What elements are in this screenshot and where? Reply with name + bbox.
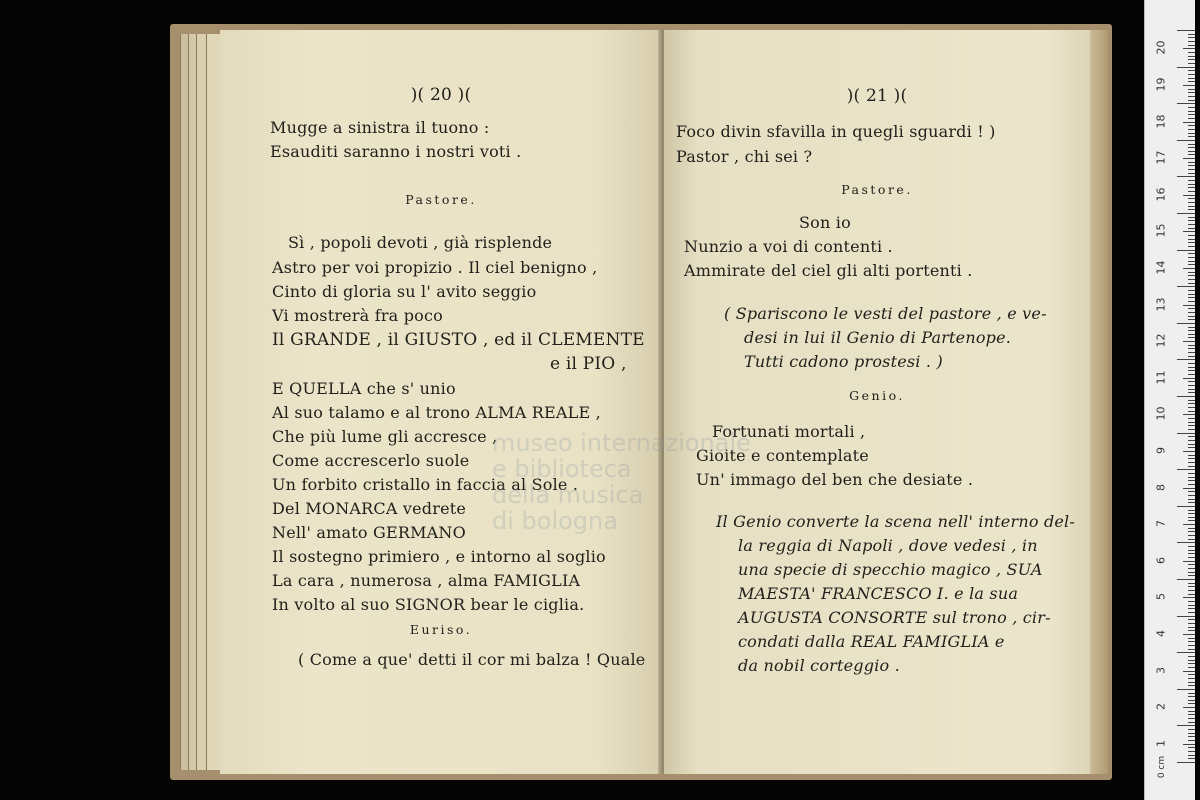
ruler-tick	[1188, 594, 1195, 595]
ruler-tick	[1188, 239, 1195, 240]
watermark-line: e biblioteca	[492, 455, 632, 483]
ruler-tick	[1188, 455, 1195, 456]
text-line: Un forbito cristallo in faccia al Sole .	[272, 475, 579, 494]
ruler-tick	[1188, 59, 1195, 60]
ruler-tick	[1188, 619, 1195, 620]
ruler-tick	[1183, 744, 1195, 745]
stage-direction: la reggia di Napoli , dove vedesi , in	[738, 536, 1038, 555]
ruler-tick	[1188, 586, 1195, 587]
ruler-number: 8	[1154, 483, 1168, 491]
ruler-tick	[1188, 557, 1195, 558]
ruler-tick	[1188, 718, 1195, 719]
ruler-tick	[1188, 224, 1195, 225]
ruler-tick	[1177, 579, 1195, 580]
ruler-tick	[1177, 689, 1195, 690]
ruler-tick	[1188, 568, 1195, 569]
ruler-tick	[1188, 436, 1195, 437]
ruler-tick	[1188, 484, 1195, 485]
ruler-number: 18	[1154, 114, 1168, 128]
ruler-tick	[1188, 418, 1195, 419]
ruler-tick	[1188, 499, 1195, 500]
ruler-tick	[1188, 345, 1195, 346]
ruler-tick	[1188, 272, 1195, 273]
ruler-tick	[1183, 231, 1195, 232]
ruler-tick	[1188, 45, 1195, 46]
ruler-tick	[1183, 48, 1195, 49]
watermark-line: di bologna	[492, 507, 618, 535]
ruler-tick	[1188, 520, 1195, 521]
ruler-tick	[1188, 575, 1195, 576]
ruler-tick	[1188, 564, 1195, 565]
text-line: Foco divin sfavilla in quegli sguardi ! )	[676, 122, 996, 141]
ruler-tick	[1177, 250, 1195, 251]
ruler-tick	[1188, 407, 1195, 408]
text-line: Cinto di gloria su l' avito seggio	[272, 282, 537, 301]
ruler-unit-label: 0 cm	[1157, 755, 1167, 779]
ruler-tick	[1188, 202, 1195, 203]
ruler-tick	[1188, 125, 1195, 126]
ruler-tick	[1183, 341, 1195, 342]
ruler-tick	[1188, 700, 1195, 701]
measurement-ruler	[1144, 0, 1195, 800]
ruler-tick	[1188, 206, 1195, 207]
ruler-tick	[1188, 528, 1195, 529]
ruler-tick	[1177, 652, 1195, 653]
ruler-tick	[1188, 70, 1195, 71]
ruler-tick	[1177, 213, 1195, 214]
ruler-tick	[1188, 550, 1195, 551]
text-line: Come accrescerlo suole	[272, 451, 470, 470]
ruler-tick	[1188, 403, 1195, 404]
page-number: )( 20 )(	[410, 85, 472, 105]
ruler-tick	[1188, 41, 1195, 42]
ruler-tick	[1188, 678, 1195, 679]
ruler-tick	[1188, 755, 1195, 756]
text-line: Ammirate del ciel gli alti portenti .	[684, 261, 973, 280]
ruler-tick	[1188, 714, 1195, 715]
ruler-tick	[1188, 513, 1195, 514]
ruler-tick	[1188, 630, 1195, 631]
ruler-tick	[1188, 297, 1195, 298]
text-line: Esauditi saranno i nostri voti .	[270, 142, 522, 161]
ruler-tick	[1188, 301, 1195, 302]
ruler-tick	[1188, 191, 1195, 192]
stage-direction: Tutti cadono prostesi . )	[744, 352, 943, 371]
ruler-number: 9	[1154, 446, 1168, 454]
ruler-tick	[1188, 656, 1195, 657]
ruler-tick	[1188, 261, 1195, 262]
ruler-tick	[1188, 411, 1195, 412]
ruler-tick	[1188, 144, 1195, 145]
ruler-number: 16	[1154, 187, 1168, 202]
stage-direction: AUGUSTA CONSORTE sul trono , cir-	[738, 608, 1051, 627]
ruler-tick	[1188, 466, 1195, 467]
ruler-tick	[1188, 696, 1195, 697]
ruler-tick	[1188, 722, 1195, 723]
speaker-name: Pastore.	[405, 192, 477, 207]
ruler-tick	[1188, 129, 1195, 130]
ruler-tick	[1188, 429, 1195, 430]
ruler-tick	[1188, 612, 1195, 613]
ruler-tick	[1188, 173, 1195, 174]
page-number: )( 21 )(	[846, 86, 908, 106]
ruler-tick	[1188, 290, 1195, 291]
ruler-tick	[1188, 473, 1195, 474]
ruler-tick	[1188, 422, 1195, 423]
ruler-tick	[1188, 510, 1195, 511]
ruler-number: 5	[1154, 593, 1168, 601]
ruler-tick	[1188, 81, 1195, 82]
ruler-tick	[1188, 601, 1195, 602]
ruler-number: 10	[1154, 406, 1168, 421]
ruler-tick	[1188, 154, 1195, 155]
ruler-tick	[1188, 736, 1195, 737]
ruler-tick	[1188, 641, 1195, 642]
ruler-tick	[1177, 176, 1195, 177]
ruler-tick	[1188, 162, 1195, 163]
ruler-tick	[1183, 305, 1195, 306]
ruler-tick	[1183, 378, 1195, 379]
ruler-tick	[1177, 762, 1195, 763]
speaker-name: Pastore.	[841, 182, 913, 197]
ruler-tick	[1188, 645, 1195, 646]
ruler-tick	[1183, 414, 1195, 415]
ruler-tick	[1188, 348, 1195, 349]
ruler-tick	[1188, 337, 1195, 338]
ruler-tick	[1188, 740, 1195, 741]
ruler-tick	[1188, 682, 1195, 683]
ruler-tick	[1188, 758, 1195, 759]
ruler-tick	[1188, 184, 1195, 185]
text-line: Nell' amato GERMANO	[272, 523, 466, 542]
ruler-tick	[1188, 495, 1195, 496]
ruler-tick	[1188, 663, 1195, 664]
ruler-tick	[1188, 751, 1195, 752]
ruler-tick	[1188, 389, 1195, 390]
ruler-tick	[1188, 649, 1195, 650]
ruler-tick	[1183, 671, 1195, 672]
ruler-tick	[1183, 122, 1195, 123]
ruler-tick	[1183, 561, 1195, 562]
ruler-tick	[1188, 352, 1195, 353]
left-page	[220, 30, 662, 774]
ruler-tick	[1188, 660, 1195, 661]
text-line: Sì , popoli devoti , già risplende	[288, 233, 553, 252]
text-line: E QUELLA che s' unio	[272, 379, 456, 398]
ruler-tick	[1188, 638, 1195, 639]
ruler-number: 6	[1154, 556, 1168, 564]
ruler-tick	[1188, 217, 1195, 218]
ruler-tick	[1188, 114, 1195, 115]
ruler-tick	[1188, 477, 1195, 478]
ruler-tick	[1177, 542, 1195, 543]
ruler-tick	[1188, 608, 1195, 609]
stage-direction: ( Spariscono le vesti del pastore , e ve-	[724, 304, 1047, 323]
ruler-tick	[1188, 89, 1195, 90]
ruler-tick	[1188, 327, 1195, 328]
ruler-tick	[1188, 316, 1195, 317]
ruler-tick	[1188, 165, 1195, 166]
ruler-tick	[1188, 187, 1195, 188]
ruler-tick	[1188, 169, 1195, 170]
speaker-name: Euriso.	[409, 622, 473, 637]
ruler-number: 15	[1154, 223, 1168, 238]
ruler-tick	[1188, 330, 1195, 331]
ruler-tick	[1188, 257, 1195, 258]
ruler-tick	[1177, 506, 1195, 507]
ruler-tick	[1188, 747, 1195, 748]
ruler-number: 1	[1154, 739, 1168, 747]
ruler-tick	[1177, 359, 1195, 360]
ruler-tick	[1177, 323, 1195, 324]
right-page	[664, 30, 1090, 774]
ruler-tick	[1188, 531, 1195, 532]
ruler-tick	[1188, 440, 1195, 441]
ruler-number: 17	[1154, 150, 1168, 165]
text-line: Un' immago del ben che desiate .	[696, 470, 974, 489]
text-line: ( Come a que' detti il cor mi balza ! Quale	[298, 650, 646, 669]
ruler-tick	[1188, 458, 1195, 459]
text-line: Pastor , chi sei ?	[676, 147, 813, 166]
ruler-number: 7	[1154, 520, 1168, 528]
ruler-tick	[1188, 370, 1195, 371]
ruler-tick	[1177, 396, 1195, 397]
text-line: Il GRANDE , il GIUSTO , ed il CLEMENTE	[272, 330, 645, 350]
ruler-tick	[1188, 392, 1195, 393]
text-line: La cara , numerosa , alma FAMIGLIA	[272, 571, 581, 590]
ruler-tick	[1188, 235, 1195, 236]
ruler-tick	[1188, 674, 1195, 675]
ruler-tick	[1177, 616, 1195, 617]
ruler-number: 2	[1154, 703, 1168, 711]
text-line: Gioite e contemplate	[696, 446, 869, 465]
ruler-tick	[1188, 491, 1195, 492]
ruler-tick	[1188, 462, 1195, 463]
ruler-tick	[1183, 524, 1195, 525]
ruler-number: 3	[1154, 666, 1168, 674]
ruler-tick	[1188, 111, 1195, 112]
ruler-tick	[1188, 590, 1195, 591]
ruler-tick	[1188, 385, 1195, 386]
ruler-tick	[1177, 30, 1195, 31]
ruler-tick	[1188, 34, 1195, 35]
ruler-tick	[1177, 140, 1195, 141]
ruler-tick	[1188, 733, 1195, 734]
ruler-tick	[1188, 56, 1195, 57]
text-line: Fortunati mortali ,	[712, 422, 866, 441]
ruler-tick	[1188, 693, 1195, 694]
ruler-tick	[1188, 133, 1195, 134]
ruler-tick	[1188, 546, 1195, 547]
ruler-tick	[1183, 707, 1195, 708]
ruler-tick	[1188, 198, 1195, 199]
stage-direction: da nobil corteggio .	[738, 656, 900, 675]
stage-direction: una specie di specchio magico , SUA	[738, 560, 1043, 579]
museum-watermark	[492, 430, 751, 534]
ruler-tick	[1188, 381, 1195, 382]
text-line: Vi mostrerà fra poco	[272, 306, 443, 325]
ruler-tick	[1188, 517, 1195, 518]
text-line: Son io	[799, 213, 851, 232]
ruler-tick	[1188, 246, 1195, 247]
ruler-tick	[1188, 242, 1195, 243]
ruler-tick	[1188, 480, 1195, 481]
ruler-tick	[1188, 667, 1195, 668]
stage-direction: Il Genio converte la scena nell' interno del-	[716, 512, 1075, 531]
ruler-tick	[1188, 92, 1195, 93]
ruler-tick	[1183, 158, 1195, 159]
text-line: e il PIO ,	[550, 354, 627, 374]
watermark-line: museo internazionale	[492, 429, 751, 457]
ruler-tick	[1188, 308, 1195, 309]
ruler-tick	[1188, 703, 1195, 704]
ruler-tick	[1188, 425, 1195, 426]
ruler-tick	[1183, 488, 1195, 489]
ruler-tick	[1188, 605, 1195, 606]
ruler-number: 20	[1154, 40, 1168, 55]
ruler-tick	[1183, 597, 1195, 598]
ruler-tick	[1188, 147, 1195, 148]
ruler-tick	[1188, 209, 1195, 210]
ruler-tick	[1188, 447, 1195, 448]
ruler-tick	[1188, 228, 1195, 229]
ruler-tick	[1183, 85, 1195, 86]
text-line: Astro per voi propizio . Il ciel benigno ,	[272, 258, 598, 277]
ruler-tick	[1188, 100, 1195, 101]
ruler-tick	[1188, 729, 1195, 730]
ruler-tick	[1188, 136, 1195, 137]
ruler-tick	[1177, 469, 1195, 470]
ruler-number: 4	[1154, 629, 1168, 637]
ruler-tick	[1188, 279, 1195, 280]
ruler-tick	[1188, 627, 1195, 628]
stage-direction: condati dalla REAL FAMIGLIA e	[738, 632, 1005, 651]
ruler-tick	[1188, 180, 1195, 181]
text-line: Mugge a sinistra il tuono :	[270, 118, 490, 137]
ruler-tick	[1188, 367, 1195, 368]
ruler-tick	[1177, 433, 1195, 434]
stage-direction: MAESTA' FRANCESCO I. e la sua	[738, 584, 1019, 603]
ruler-number: 13	[1154, 297, 1168, 311]
ruler-tick	[1188, 63, 1195, 64]
ruler-tick	[1188, 253, 1195, 254]
ruler-tick	[1177, 725, 1195, 726]
ruler-tick	[1188, 363, 1195, 364]
ruler-tick	[1188, 539, 1195, 540]
ruler-tick	[1188, 312, 1195, 313]
text-line: Il sostegno primiero , e intorno al soglio	[272, 547, 606, 566]
ruler-number: 11	[1154, 370, 1168, 385]
watermark-line: della musica	[492, 481, 644, 509]
ruler-tick	[1188, 572, 1195, 573]
ruler-tick	[1188, 151, 1195, 152]
ruler-tick	[1188, 583, 1195, 584]
ruler-tick	[1188, 444, 1195, 445]
text-line: Al suo talamo e al trono ALMA REALE ,	[272, 403, 601, 422]
stage-direction: desi in lui il Genio di Partenope.	[744, 328, 1012, 347]
ruler-tick	[1177, 103, 1195, 104]
text-line: Nunzio a voi di contenti .	[684, 237, 893, 256]
ruler-tick	[1188, 78, 1195, 79]
ruler-tick	[1188, 74, 1195, 75]
ruler-tick	[1183, 195, 1195, 196]
ruler-tick	[1188, 52, 1195, 53]
ruler-tick	[1188, 623, 1195, 624]
ruler-number: 19	[1154, 77, 1168, 92]
ruler-tick	[1188, 502, 1195, 503]
ruler-tick	[1183, 268, 1195, 269]
ruler-tick	[1188, 37, 1195, 38]
ruler-number: 12	[1154, 333, 1168, 348]
ruler-tick	[1188, 553, 1195, 554]
ruler-tick	[1188, 275, 1195, 276]
ruler-tick	[1177, 67, 1195, 68]
ruler-tick	[1188, 374, 1195, 375]
ruler-tick	[1188, 283, 1195, 284]
speaker-name: Genio.	[849, 388, 905, 403]
right-page-edge	[1090, 30, 1108, 774]
ruler-tick	[1188, 264, 1195, 265]
ruler-tick	[1177, 286, 1195, 287]
ruler-tick	[1188, 319, 1195, 320]
text-line: Che più lume gli accresce ,	[272, 427, 498, 446]
ruler-tick	[1188, 118, 1195, 119]
ruler-tick	[1188, 400, 1195, 401]
ruler-tick	[1188, 294, 1195, 295]
ruler-tick	[1188, 711, 1195, 712]
ruler-tick	[1188, 685, 1195, 686]
ruler-tick	[1188, 535, 1195, 536]
ruler-tick	[1188, 107, 1195, 108]
ruler-tick	[1183, 634, 1195, 635]
ruler-number: 14	[1154, 260, 1168, 275]
text-line: In volto al suo SIGNOR bear le ciglia.	[272, 595, 585, 614]
ruler-tick	[1188, 96, 1195, 97]
ruler-tick	[1188, 356, 1195, 357]
ruler-tick	[1183, 451, 1195, 452]
ruler-tick	[1188, 334, 1195, 335]
text-line: Del MONARCA vedrete	[272, 499, 467, 518]
ruler-tick	[1188, 220, 1195, 221]
